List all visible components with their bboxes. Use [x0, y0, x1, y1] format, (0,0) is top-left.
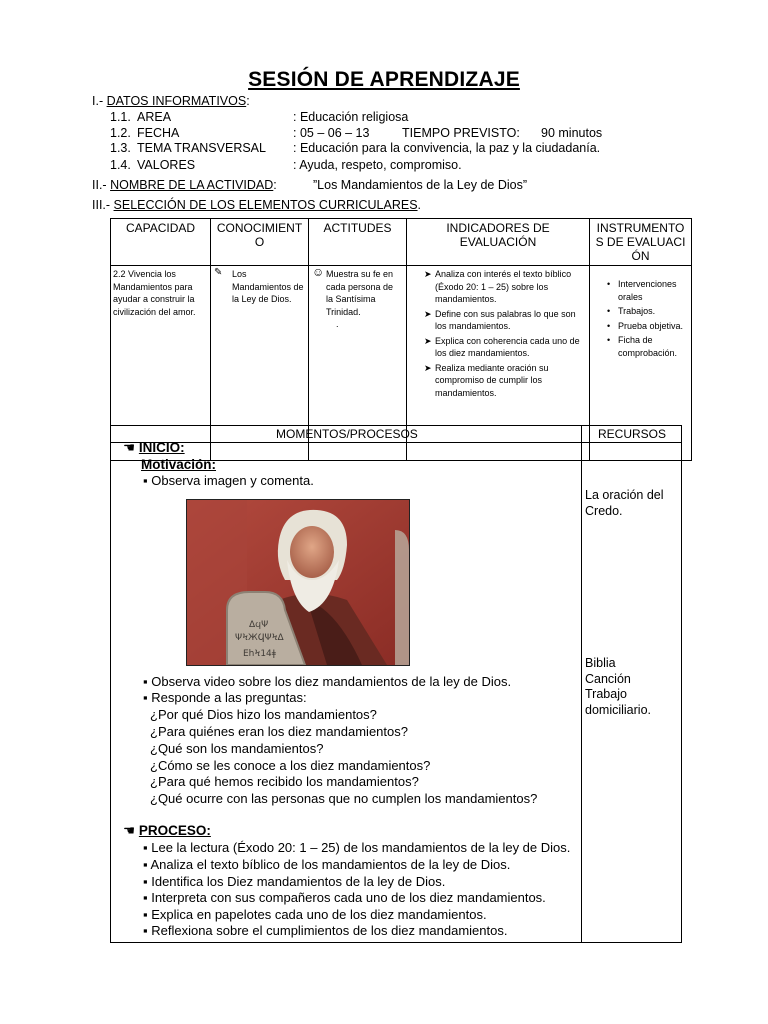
row-fecha-label: FECHA [137, 126, 180, 140]
proceso-label: PROCESO: [138, 823, 211, 838]
header-capacidad: CAPACIDAD [111, 219, 211, 266]
motivacion-heading [141, 457, 216, 474]
section-3-heading: III.- SELECCIÓN DE LOS ELEMENTOS CURRICULARES. [92, 198, 422, 212]
question-item: ¿Qué son los mandamientos? [150, 741, 324, 756]
motivacion-label: Motivación: [141, 457, 217, 472]
inicio-item: ▪ Responde a las preguntas: [143, 690, 307, 705]
indicator-item: ➤ Define con sus palabras lo que son los mandamientos. [424, 308, 576, 331]
proceso-item: ▪ Analiza el texto bíblico de los mandamientos de la ley de Dios. [143, 857, 511, 872]
row-tema-value: : Educación para la convivencia, la paz y la ciudadanía. [293, 141, 601, 155]
tablet-line: ΨϞЖϤΨϞΔ [235, 633, 284, 643]
question-item: ¿Para qué hemos recibido los mandamientos? [150, 774, 419, 789]
question-item: ¿Para quiénes eran los diez mandamientos? [150, 724, 408, 739]
recurso-item: Credo. [585, 503, 623, 518]
row-fecha-value: : 05 – 06 – 13 [293, 126, 370, 140]
section-1-prefix: I.- [92, 94, 107, 108]
proceso-item: ▪ Reflexiona sobre el cumplimientos de los diez mandamientos. [143, 923, 508, 938]
question-item: ¿Cómo se les conoce a los diez mandamientos? [150, 758, 431, 773]
header-recursos: RECURSOS [598, 427, 667, 441]
tablet-line: ЕhϞ14ǂ [243, 649, 276, 659]
proceso-item: ▪ Identifica los Diez mandamientos de la ley de Dios. [143, 874, 446, 889]
conocimiento-text: Los Mandamientos de la Ley de Dios. [232, 269, 304, 304]
section-1-title: DATOS INFORMATIVOS [106, 94, 247, 108]
procesos-header-row [111, 426, 681, 443]
inicio-heading [123, 440, 185, 457]
section-1-suffix: : [246, 94, 250, 108]
section-1-heading [92, 94, 250, 108]
pointing-hand-icon: ☚ [123, 440, 136, 455]
row-area-label: AREA [137, 110, 172, 124]
inicio-label: INICIO: [138, 440, 185, 455]
actitudes-dot: . [336, 319, 339, 329]
row-area: 1.1. [110, 110, 131, 124]
indicator-item: ➤ Explica con coherencia cada uno de los diez mandamientos. [424, 335, 580, 358]
instrument-item: • Trabajos. [607, 306, 656, 316]
recurso-item: domiciliario. [585, 702, 651, 717]
moses-illustration [187, 500, 409, 665]
indicator-item: ➤ Analiza con interés el texto bíblico (Éxodo 20: 1 – 25) sobre los mandamientos. [424, 269, 572, 304]
capacidad-text: 2.2 Vivencia los Mandamientos para ayudar a construir la civilización del amor. [113, 269, 196, 317]
instrument-item: • Intervenciones orales [607, 279, 677, 302]
instrument-item: • Prueba objetiva. [607, 320, 684, 331]
instrument-item: • Ficha de comprobación. [607, 335, 678, 358]
activity-name: ”Los Mandamientos de la Ley de Dios” [313, 178, 528, 192]
row-valores-label: VALORES [137, 158, 196, 172]
proceso-heading [123, 823, 211, 840]
indicator-item: ➤ Realiza mediante oración su compromiso de cumplir los mandamientos. [424, 362, 549, 398]
recursos-group-1 [585, 488, 664, 519]
tablet-line: ΔϥΨ [249, 620, 269, 630]
pen-icon: ✎ [214, 267, 223, 278]
row-fecha: 1.2. [110, 126, 131, 140]
proceso-item: ▪ Interpreta con sus compañeros cada uno de los diez mandamientos. [143, 890, 546, 905]
row-tema-label: TEMA TRANSVERSAL [137, 141, 266, 155]
question-item: ¿Por qué Dios hizo los mandamientos? [150, 707, 377, 722]
header-indicadores: INDICADORES DE EVALUACIÓN [407, 219, 590, 266]
arrow-bullet-icon: ➤ [424, 335, 432, 346]
row-tema: 1.3. [110, 141, 131, 155]
proceso-item: ▪ Explica en papelotes cada uno de los diez mandamientos. [143, 907, 487, 922]
moses-image [186, 499, 410, 666]
header-actitudes: ACTITUDES [309, 219, 407, 266]
recurso-item: Biblia [585, 656, 616, 670]
tiempo-previsto-value: 90 minutos [541, 126, 603, 140]
actitudes-text: Muestra su fe en cada persona de la Santísima Trinidad. [326, 269, 394, 317]
inicio-item: ▪ Observa video sobre los diez mandamientos de la ley de Dios. [143, 674, 512, 689]
page-title: SESIÓN DE APRENDIZAJE [248, 68, 520, 91]
question-item: ¿Qué ocurre con las personas que no cumplen los mandamientos? [150, 791, 538, 806]
recurso-item: La oración del [585, 488, 664, 502]
row-valores: 1.4. [110, 158, 131, 172]
arrow-bullet-icon: ➤ [424, 269, 432, 279]
arrow-bullet-icon: ➤ [424, 308, 432, 319]
arrow-bullet-icon: ➤ [424, 362, 432, 373]
pointing-hand-icon: ☚ [123, 823, 136, 838]
row-area-value: : Educación religiosa [293, 110, 409, 124]
header-instrumentos: INSTRUMENTOS DE EVALUACIÓN [590, 219, 692, 266]
recurso-item: Trabajo [585, 687, 627, 701]
smiley-icon: ☺ [312, 265, 325, 279]
inicio-item: ▪ Observa imagen y comenta. [143, 473, 314, 488]
section-2-heading: II.- NOMBRE DE LA ACTIVIDAD: [92, 178, 277, 192]
recurso-item: Canción [585, 671, 631, 686]
column-divider [581, 426, 582, 942]
row-valores-value: : Ayuda, respeto, compromiso. [293, 158, 462, 172]
recursos-group-2 [585, 656, 651, 718]
header-conocimiento: CONOCIMIENTO [211, 219, 309, 266]
proceso-item: ▪ Lee la lectura (Éxodo 20: 1 – 25) de los mandamientos de la ley de Dios. [143, 840, 571, 855]
header-momentos: MOMENTOS/PROCESOS [276, 427, 418, 441]
tiempo-previsto-label: TIEMPO PREVISTO: [402, 126, 520, 140]
